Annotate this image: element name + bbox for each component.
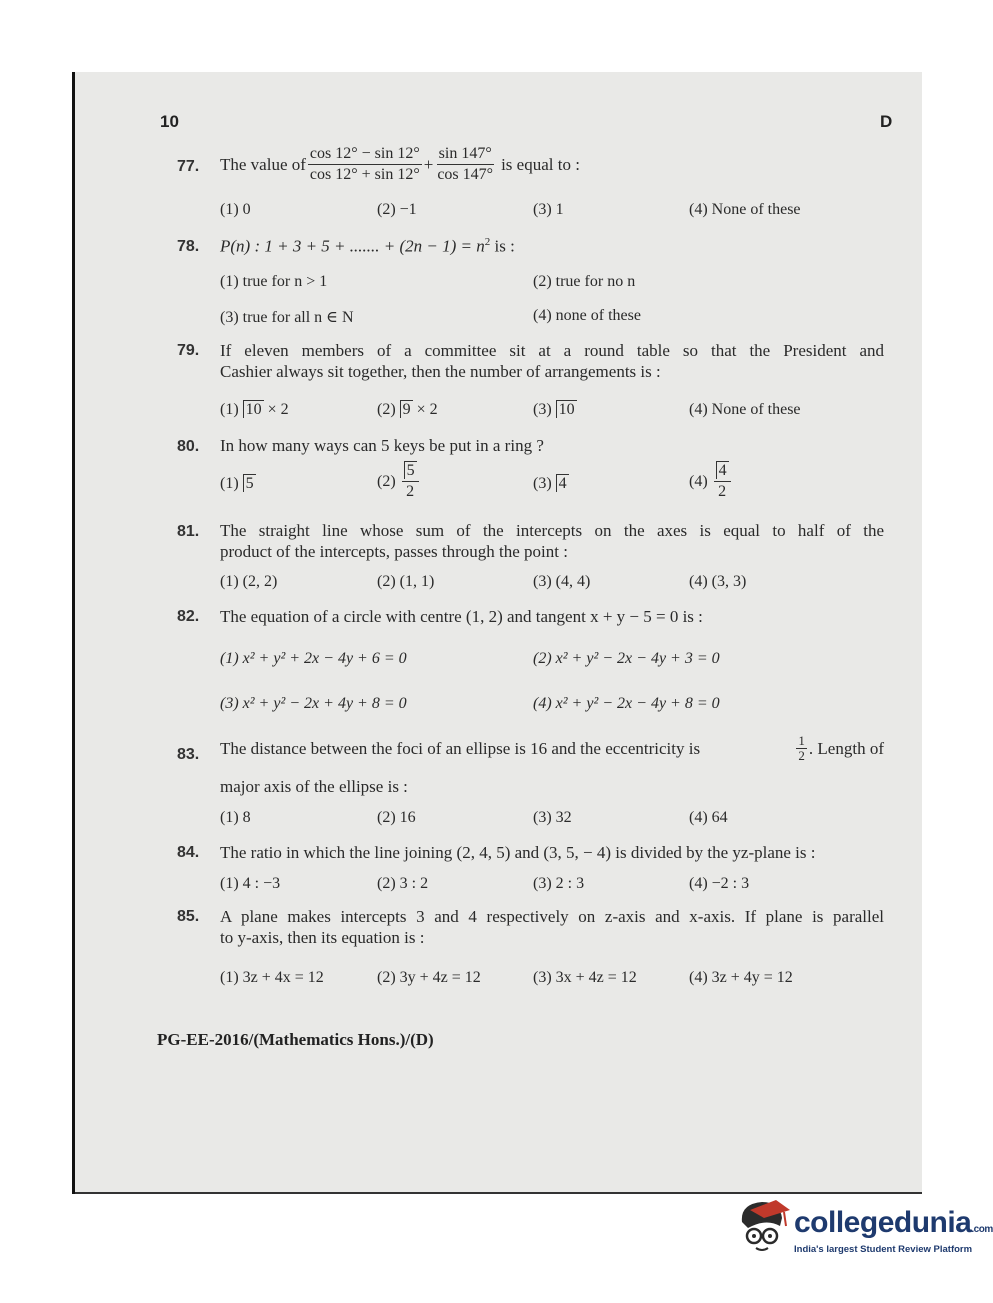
question-text: A plane makes intercepts 3 and 4 respectively on z-axis and x-axis. If plane is parallel: [220, 907, 884, 926]
option: (1) 0: [220, 201, 251, 218]
brand-name: [794, 1206, 993, 1240]
option: (4) none of these: [533, 307, 641, 324]
option-label: (3): [533, 475, 552, 492]
question-text: to y-axis, then its equation is :: [220, 928, 425, 947]
question-text: major axis of the ellipse is :: [220, 777, 408, 796]
page-edge: [75, 1192, 922, 1194]
option: (4) None of these: [689, 201, 801, 218]
numerator: [714, 461, 731, 482]
option-label: (4): [689, 401, 708, 418]
fraction: [796, 734, 807, 763]
question-text: The ratio in which the line joining (2, 4, 5) and (3, 5, − 4) is divided by the yz-plane is :: [220, 843, 816, 862]
option: (1) (2, 2): [220, 573, 278, 590]
question-number: 82.: [177, 608, 200, 625]
option-label: (3): [533, 401, 552, 418]
graduate-mascot-icon: [736, 1196, 792, 1258]
option-label: (1): [220, 401, 239, 418]
fraction: [714, 461, 731, 502]
option: (3) 3x + 4z = 12: [533, 969, 637, 986]
option-text: None of these: [711, 401, 801, 418]
option: (4) 3z + 4y = 12: [689, 969, 793, 986]
option: (2) 3 : 2: [377, 875, 429, 892]
option-text: × 2: [267, 401, 289, 418]
fraction: [402, 461, 419, 502]
denominator: 2: [406, 483, 415, 500]
option: (3) 1: [533, 201, 564, 218]
option: (3) (4, 4): [533, 573, 591, 590]
option: (4) (3, 3): [689, 573, 747, 590]
question-number: 79.: [177, 342, 200, 359]
factorial: 9: [400, 400, 413, 418]
option: (4) −2 : 3: [689, 875, 750, 892]
factorial: 5: [243, 474, 256, 492]
option: (3) x² + y² − 2x + 4y + 8 = 0: [220, 695, 407, 712]
factorial: 4: [556, 474, 569, 492]
option: (1) 3z + 4x = 12: [220, 969, 324, 986]
option-label: (4): [689, 472, 708, 490]
question-text: P(n) : 1 + 3 + 5 + ....... + (2n − 1) = n: [220, 236, 485, 256]
denominator: cos 12° + sin 12°: [309, 166, 420, 183]
question-number: 81.: [177, 523, 200, 540]
option: [220, 475, 256, 493]
question-text: The distance between the foci of an ellipse is 16 and the eccentricity is: [220, 738, 701, 758]
question-text: is :: [490, 236, 515, 256]
question-number: 80.: [177, 438, 200, 455]
option: [533, 401, 577, 419]
brand-suffix: .com: [971, 1224, 993, 1235]
option: [689, 401, 801, 419]
brand-text: collegedunia: [794, 1206, 972, 1239]
page-number: 10: [160, 112, 179, 131]
fraction: [308, 144, 422, 185]
numerator: [402, 461, 419, 482]
numerator: sin 147°: [437, 144, 494, 165]
question-83: [220, 734, 884, 763]
superscript: 2: [484, 236, 491, 248]
factorial: 4: [716, 461, 729, 479]
series-code: D: [880, 112, 893, 131]
option: (2) −1: [377, 201, 417, 218]
option: (1) x² + y² + 2x − 4y + 6 = 0: [220, 650, 407, 667]
denominator: cos 147°: [437, 166, 494, 183]
option: (4) 64: [689, 809, 728, 826]
question-text: is equal to :: [501, 154, 580, 174]
option: (2) x² + y² − 2x − 4y + 3 = 0: [533, 650, 720, 667]
option: (3) true for all n ∈ N: [220, 309, 354, 326]
option: [220, 401, 289, 419]
option: (1) 8: [220, 809, 251, 826]
numerator: 1: [798, 733, 805, 748]
option: (4) x² + y² − 2x − 4y + 8 = 0: [533, 695, 720, 712]
factorial: 5: [404, 461, 417, 479]
option: (2) 3y + 4z = 12: [377, 969, 481, 986]
option-label: (1): [220, 475, 239, 492]
question-number: 84.: [177, 844, 200, 861]
question-text: . Length of: [808, 738, 884, 758]
denominator: 2: [718, 483, 727, 500]
collegedunia-logo: [736, 1196, 993, 1266]
question-text: The straight line whose sum of the intercepts on the axes is equal to half of the: [220, 521, 884, 540]
question-text: The value of: [220, 154, 306, 174]
option-label: (2): [377, 401, 396, 418]
question-text: In how many ways can 5 keys be put in a ring ?: [220, 436, 544, 455]
fraction: [435, 144, 495, 185]
option: [377, 401, 438, 419]
plus-sign: +: [423, 154, 434, 174]
question-77: [220, 144, 580, 185]
option: (2) (1, 1): [377, 573, 435, 590]
question-text: If eleven members of a committee sit at a round table so that the President and: [220, 341, 884, 360]
option: (2) true for no n: [533, 273, 636, 290]
exam-code-footer: PG-EE-2016/(Mathematics Hons.)/(D): [157, 1030, 434, 1049]
question-text: product of the intercepts, passes through the point :: [220, 542, 568, 561]
factorial: 10: [556, 400, 577, 418]
question-number: 85.: [177, 908, 200, 925]
numerator: cos 12° − sin 12°: [308, 144, 422, 165]
question-number: 78.: [177, 238, 200, 255]
option: [377, 461, 421, 502]
option-label: (2): [377, 472, 396, 490]
option: (3) 2 : 3: [533, 875, 585, 892]
option: (1) true for n > 1: [220, 273, 328, 290]
option: (1) 4 : −3: [220, 875, 281, 892]
fraction-group: [794, 734, 884, 763]
question-number: 83.: [177, 746, 200, 763]
question-number: 77.: [177, 158, 200, 175]
brand-tagline: India's largest Student Review Platform: [794, 1244, 973, 1255]
factorial: 10: [243, 400, 264, 418]
option: (3) 32: [533, 809, 572, 826]
denominator: 2: [798, 748, 805, 763]
question-78: [220, 236, 515, 257]
question-text: The equation of a circle with centre (1, 2) and tangent x + y − 5 = 0 is :: [220, 607, 703, 626]
question-text: Cashier always sit together, then the number of arrangements is :: [220, 362, 661, 381]
option: [689, 461, 733, 502]
option: [533, 475, 569, 493]
option-text: × 2: [416, 401, 438, 418]
option: (2) 16: [377, 809, 416, 826]
